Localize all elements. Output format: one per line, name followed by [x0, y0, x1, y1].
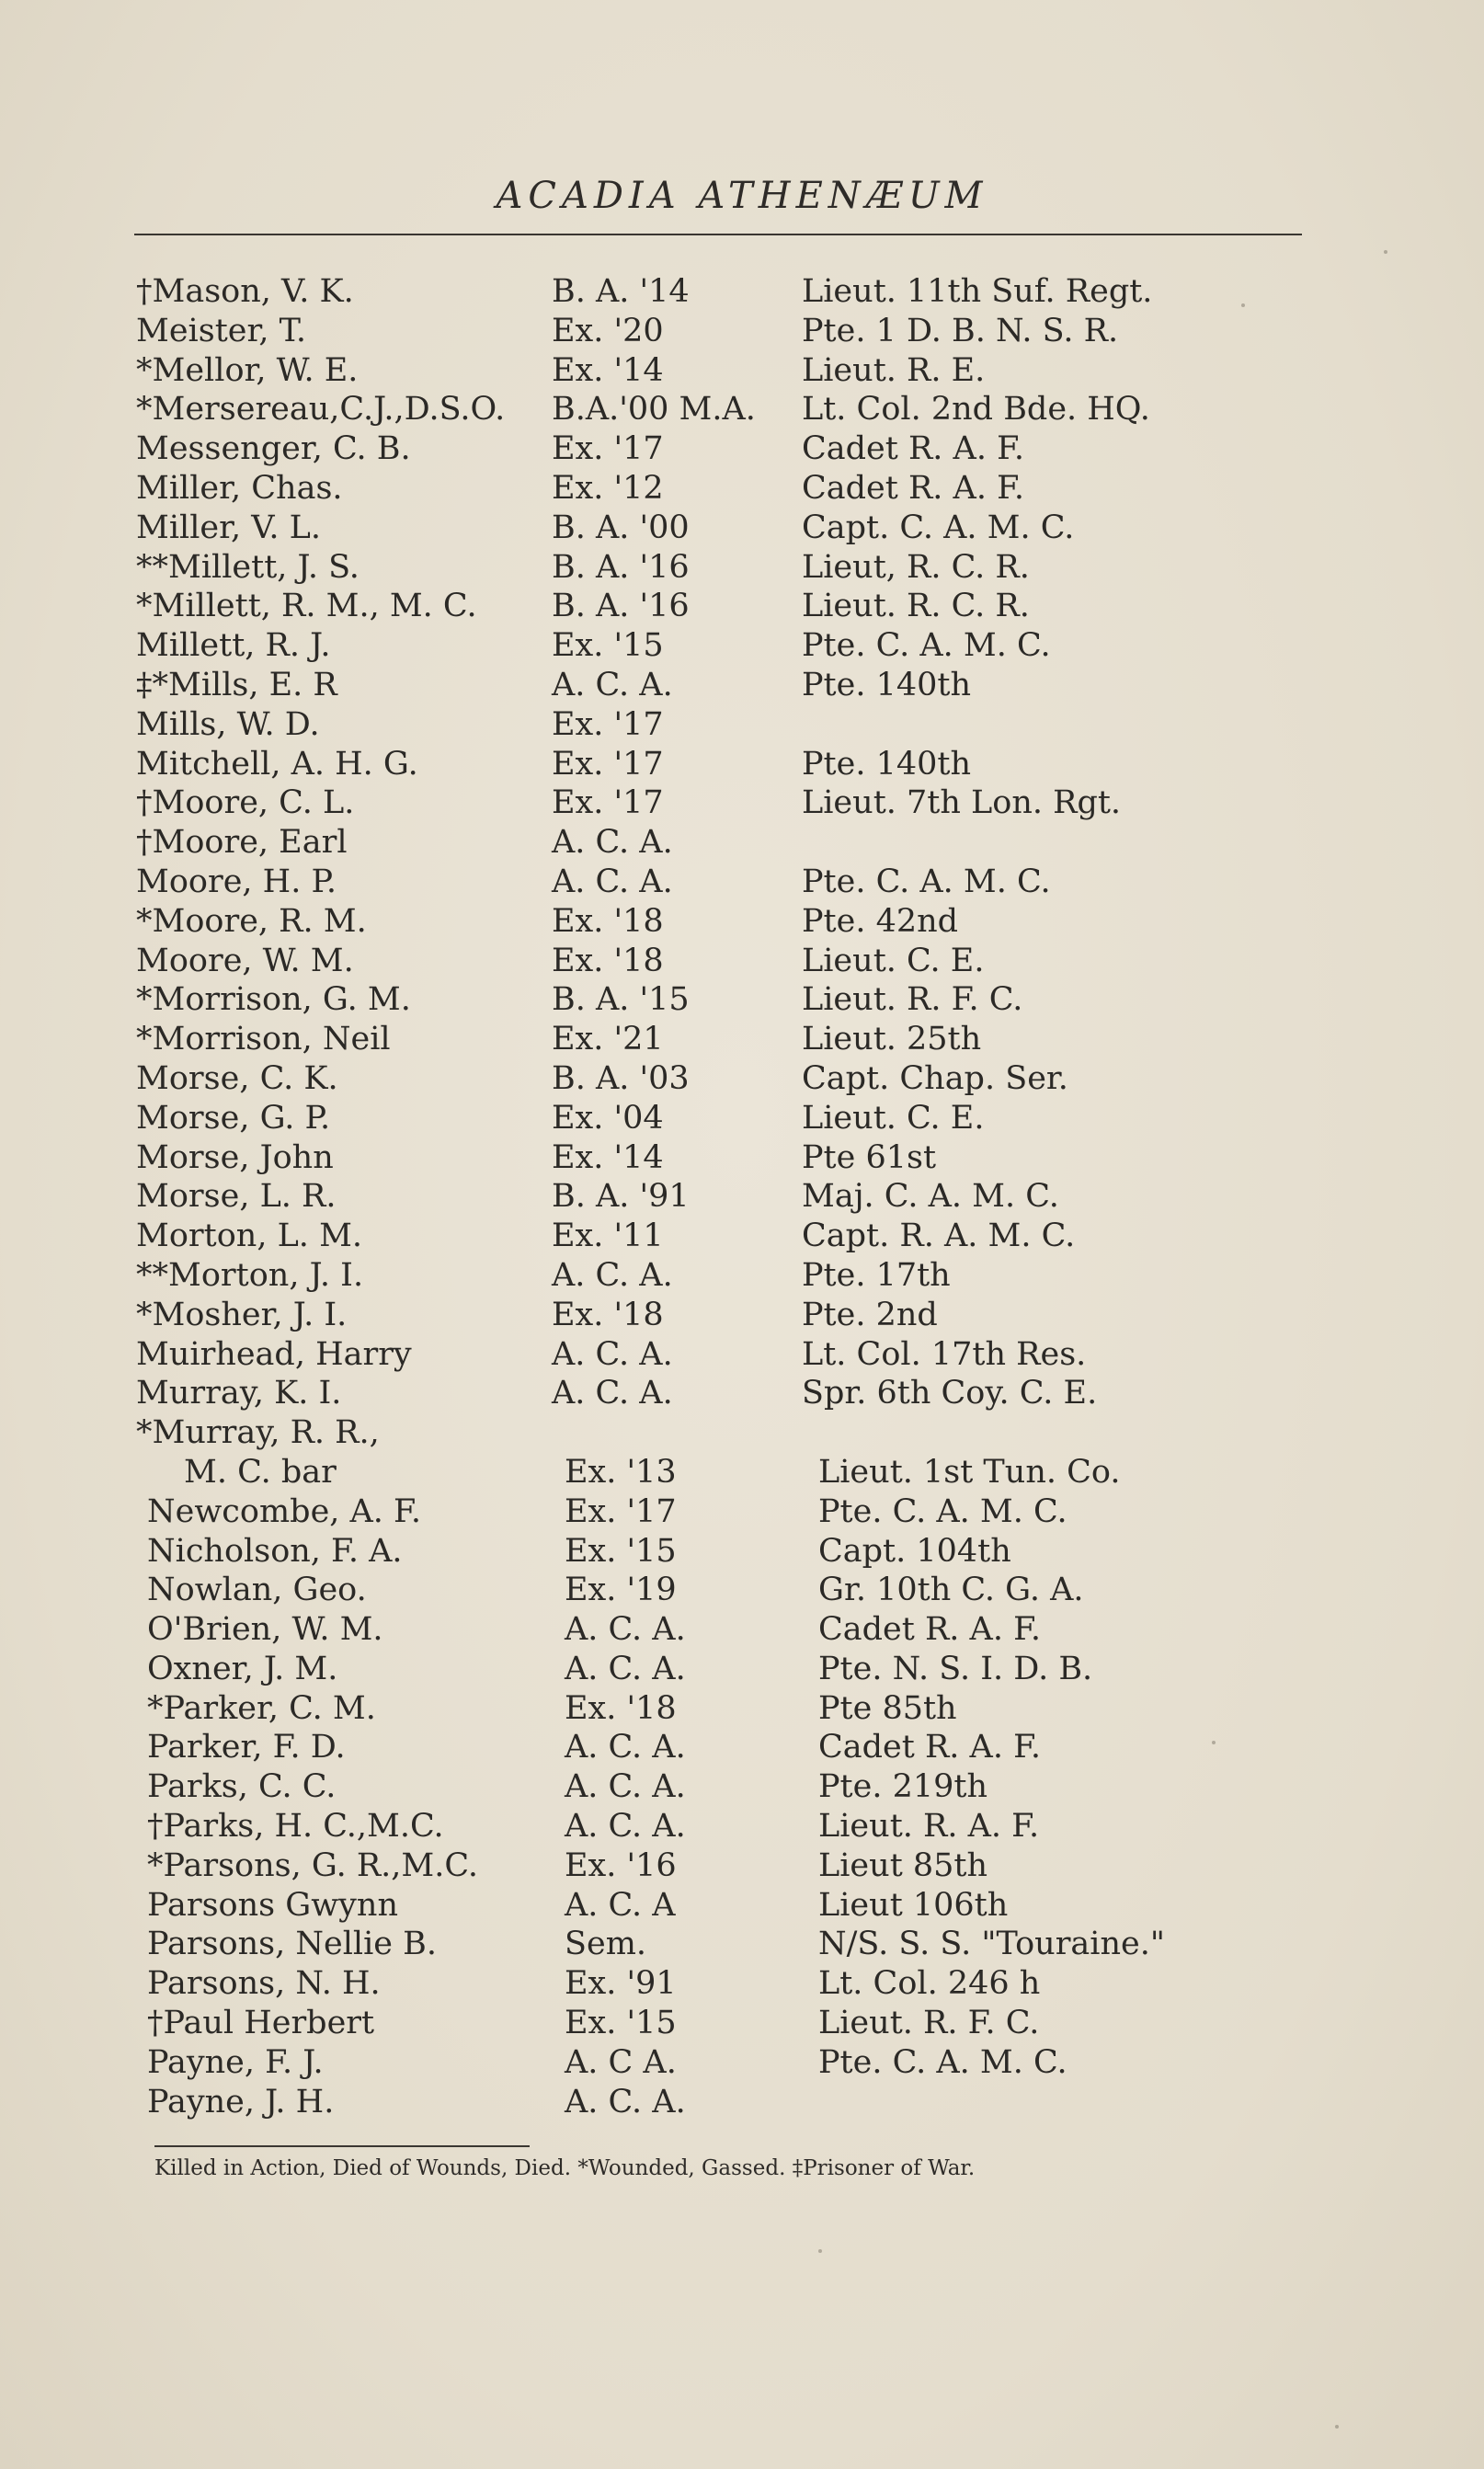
entry-name: Parks, C. C.: [147, 1768, 337, 1806]
entry-service: Capt. Chap. Ser.: [802, 1059, 1068, 1097]
entry-service: Lieut. R. F. C.: [818, 2005, 1040, 2042]
roster-row: [0, 705, 1484, 745]
entry-degree: Ex. '21: [552, 1021, 664, 1058]
entry-name: **Millett, J. S.: [136, 548, 360, 586]
roster-row: [0, 1296, 1484, 1335]
entry-degree: A. C. A.: [565, 1808, 686, 1846]
entry-service: Capt. R. A. M. C.: [802, 1217, 1076, 1255]
entry-name: *Parsons, G. R.,M.C.: [147, 1846, 479, 1884]
roster-row: [0, 666, 1484, 705]
roster-row: [0, 1256, 1484, 1296]
entry-name: †Parks, H. C.,M.C.: [147, 1808, 444, 1846]
entry-degree: Ex. '16: [565, 1846, 677, 1884]
entry-name: ‡*Mills, E. R: [136, 666, 337, 703]
entry-degree: Ex. '18: [552, 902, 664, 940]
entry-name: Millett, R. J.: [136, 627, 331, 665]
entry-degree: A. C. A.: [565, 1611, 686, 1649]
roster-row: [0, 626, 1484, 666]
roster-row: [0, 1099, 1484, 1138]
entry-service: Pte. 140th: [802, 666, 971, 703]
entry-degree: Ex. '12: [552, 469, 664, 507]
entry-degree: A. C. A.: [565, 1650, 686, 1687]
entry-degree: Ex. '17: [552, 705, 664, 743]
entry-degree: Sem.: [565, 1926, 647, 1963]
roster-row: [0, 1571, 1484, 1610]
entry-degree: A. C. A.: [565, 1729, 686, 1766]
roster-row: [0, 1886, 1484, 1926]
entry-degree: Ex. '20: [552, 312, 664, 349]
roster-row: [0, 1846, 1484, 1886]
roster-row: [0, 469, 1484, 509]
entry-degree: B. A. '14: [552, 273, 690, 310]
entry-service: Spr. 6th Coy. C. E.: [802, 1375, 1098, 1412]
entry-name: Parsons Gwynn: [147, 1886, 399, 1924]
entry-service: Pte. 1 D. B. N. S. R.: [802, 312, 1119, 349]
roster-row: [0, 1925, 1484, 1964]
entry-name: *Mersereau,C.J.,D.S.O.: [136, 391, 506, 429]
roster-row: [0, 863, 1484, 902]
roster-row: [0, 942, 1484, 981]
entry-degree: Ex. '15: [565, 2005, 677, 2042]
entry-degree: Ex. '17: [552, 745, 664, 783]
entry-service: Capt. 104th: [818, 1532, 1011, 1570]
entry-service: Lieut. C. E.: [802, 942, 985, 979]
entry-name: *Mellor, W. E.: [136, 351, 359, 389]
entry-service: Lieut. 1st Tun. Co.: [818, 1453, 1121, 1491]
entry-degree: Ex. '18: [565, 1689, 677, 1727]
footer-rule: [154, 2145, 530, 2147]
entry-name: Morse, C. K.: [136, 1059, 338, 1097]
entry-degree: Ex. '13: [565, 1453, 677, 1491]
roster-list: [0, 272, 1484, 2121]
entry-name: Parker, F. D.: [147, 1729, 346, 1766]
entry-degree: A. C. A: [565, 1886, 676, 1924]
entry-degree: Ex. '18: [552, 1296, 664, 1333]
roster-row: [0, 823, 1484, 863]
roster-row: [0, 902, 1484, 942]
entry-degree: Ex. '17: [552, 784, 664, 822]
roster-row: [0, 548, 1484, 588]
roster-row: [0, 587, 1484, 626]
roster-row: [0, 1767, 1484, 1807]
entry-name: Morton, L. M.: [136, 1217, 363, 1255]
entry-degree: A. C. A.: [565, 2083, 686, 2120]
entry-service: Lieut, R. C. R.: [802, 548, 1030, 586]
entry-name: Morse, G. P.: [136, 1099, 331, 1137]
entry-degree: B. A. '00: [552, 509, 690, 546]
entry-degree: B. A. '15: [552, 981, 690, 1019]
entry-name: Mills, W. D.: [136, 705, 320, 743]
paper-speck: [1241, 303, 1245, 307]
entry-degree: A. C A.: [565, 2043, 677, 2081]
entry-name: *Morrison, G. M.: [136, 981, 411, 1019]
entry-service: Pte 61st: [802, 1138, 937, 1176]
entry-service: Gr. 10th C. G. A.: [818, 1572, 1084, 1609]
paper-speck: [818, 2249, 822, 2253]
entry-name: Meister, T.: [136, 312, 306, 349]
roster-row: [0, 1807, 1484, 1846]
roster-row: [0, 351, 1484, 391]
entry-degree: B.A.'00 M.A.: [552, 391, 756, 429]
roster-row: [0, 745, 1484, 784]
entry-degree: B. A. '16: [552, 548, 690, 586]
entry-degree: A. C. A.: [565, 1768, 686, 1806]
entry-service: Lieut. R. F. C.: [802, 981, 1023, 1019]
entry-degree: Ex. '17: [552, 430, 664, 468]
entry-service: Pte. C. A. M. C.: [818, 2043, 1067, 2081]
roster-row: [0, 272, 1484, 312]
roster-row: [0, 509, 1484, 548]
entry-service: Lieut 106th: [818, 1886, 1009, 1924]
entry-service: Cadet R. A. F.: [802, 469, 1025, 507]
entry-name: *Parker, C. M.: [147, 1689, 376, 1727]
roster-row: [0, 2043, 1484, 2083]
entry-degree: B. A. '91: [552, 1178, 690, 1216]
entry-name: †Moore, C. L.: [136, 784, 355, 822]
entry-service: Pte. 219th: [818, 1768, 987, 1806]
entry-degree: B. A. '03: [552, 1059, 690, 1097]
entry-service: Pte. 140th: [802, 745, 971, 783]
entry-name: Parsons, N. H.: [147, 1965, 381, 2003]
entry-service: Cadet R. A. F.: [802, 430, 1025, 468]
roster-row: [0, 1964, 1484, 2004]
entry-name: Payne, J. H.: [147, 2083, 335, 2120]
entry-degree: Ex. '18: [552, 942, 664, 979]
entry-service: Lt. Col. 246 h: [818, 1965, 1041, 2003]
roster-row: [0, 1532, 1484, 1572]
entry-service: Lieut. R. A. F.: [818, 1808, 1040, 1846]
entry-service: Pte. 42nd: [802, 902, 959, 940]
roster-row: [0, 1453, 1484, 1492]
entry-name: Messenger, C. B.: [136, 430, 411, 468]
entry-name: Miller, V. L.: [136, 509, 322, 546]
paper-speck: [1384, 250, 1387, 254]
entry-name: Muirhead, Harry: [136, 1335, 412, 1373]
entry-service: Lieut. C. E.: [802, 1099, 985, 1137]
roster-row: [0, 390, 1484, 429]
entry-degree: B. A. '16: [552, 588, 690, 625]
entry-name: Murray, K. I.: [136, 1375, 342, 1412]
roster-row: [0, 783, 1484, 823]
entry-degree: Ex. '19: [565, 1572, 677, 1609]
entry-name: M. C. bar: [184, 1453, 337, 1491]
roster-row: [0, 1413, 1484, 1453]
entry-service: Lieut 85th: [818, 1846, 988, 1884]
roster-row: [0, 1138, 1484, 1178]
roster-row: [0, 1020, 1484, 1059]
roster-row: [0, 2083, 1484, 2122]
entry-service: Maj. C. A. M. C.: [802, 1178, 1059, 1216]
entry-name: Moore, H. P.: [136, 863, 337, 900]
entry-name: Mitchell, A. H. G.: [136, 745, 418, 783]
entry-name: Oxner, J. M.: [147, 1650, 338, 1687]
entry-service: Capt. C. A. M. C.: [802, 509, 1075, 546]
entry-service: Cadet R. A. F.: [818, 1611, 1042, 1649]
footer-legend: Killed in Action, Died of Wounds, Died. *Wounded, Gassed. ‡Prisoner of War.: [154, 2156, 976, 2180]
entry-service: Pte. C. A. M. C.: [818, 1492, 1067, 1530]
entry-degree: Ex. '14: [552, 351, 664, 389]
entry-name: Morse, L. R.: [136, 1178, 337, 1216]
roster-row: [0, 1374, 1484, 1413]
entry-name: †Moore, Earl: [136, 824, 348, 862]
entry-degree: Ex. '15: [565, 1532, 677, 1570]
entry-service: Lieut. 7th Lon. Rgt.: [802, 784, 1122, 822]
entry-degree: Ex. '17: [565, 1492, 677, 1530]
entry-name: Nicholson, F. A.: [147, 1532, 403, 1570]
entry-degree: Ex. '15: [552, 627, 664, 665]
header-rule: [134, 234, 1302, 235]
entry-service: Lieut. R. C. R.: [802, 588, 1030, 625]
entry-service: Lt. Col. 17th Res.: [802, 1335, 1087, 1373]
entry-service: Lieut. R. E.: [802, 351, 986, 389]
roster-row: [0, 980, 1484, 1020]
entry-name: O'Brien, W. M.: [147, 1611, 383, 1649]
entry-name: Nowlan, Geo.: [147, 1572, 367, 1609]
entry-service: Pte. C. A. M. C.: [802, 627, 1051, 665]
entry-service: Pte. 2nd: [802, 1296, 938, 1333]
entry-degree: Ex. '91: [565, 1965, 677, 2003]
entry-name: *Moore, R. M.: [136, 902, 367, 940]
roster-row: [0, 1492, 1484, 1532]
roster-row: [0, 1650, 1484, 1689]
entry-name: Morse, John: [136, 1138, 334, 1176]
entry-name: Moore, W. M.: [136, 942, 354, 979]
entry-name: *Murray, R. R.,: [136, 1414, 380, 1452]
entry-degree: Ex. '14: [552, 1138, 664, 1176]
roster-row: [0, 1610, 1484, 1650]
entry-degree: A. C. A.: [552, 666, 673, 703]
roster-row: [0, 1177, 1484, 1217]
entry-name: Newcombe, A. F.: [147, 1492, 422, 1530]
entry-service: Pte. N. S. I. D. B.: [818, 1650, 1093, 1687]
roster-row: [0, 429, 1484, 469]
entry-degree: A. C. A.: [552, 824, 673, 862]
entry-name: †Mason, V. K.: [136, 273, 354, 310]
roster-row: [0, 1335, 1484, 1375]
entry-degree: Ex. '04: [552, 1099, 664, 1137]
entry-service: Cadet R. A. F.: [818, 1729, 1042, 1766]
entry-name: Parsons, Nellie B.: [147, 1926, 437, 1963]
entry-service: Lt. Col. 2nd Bde. HQ.: [802, 391, 1150, 429]
page-header: ACADIA ATHENÆUM: [496, 175, 988, 217]
entry-name: **Morton, J. I.: [136, 1256, 364, 1294]
entry-service: Pte 85th: [818, 1689, 957, 1727]
entry-service: N/S. S. S. "Touraine.": [818, 1926, 1165, 1963]
entry-degree: A. C. A.: [552, 1375, 673, 1412]
entry-name: †Paul Herbert: [147, 2005, 375, 2042]
entry-name: Payne, F. J.: [147, 2043, 324, 2081]
roster-row: [0, 1728, 1484, 1767]
roster-row: [0, 1689, 1484, 1729]
entry-degree: A. C. A.: [552, 863, 673, 900]
entry-service: Pte. C. A. M. C.: [802, 863, 1051, 900]
entry-name: *Millett, R. M., M. C.: [136, 588, 477, 625]
entry-name: *Mosher, J. I.: [136, 1296, 348, 1333]
roster-row: [0, 2004, 1484, 2043]
roster-row: [0, 1217, 1484, 1256]
entry-degree: Ex. '11: [552, 1217, 664, 1255]
entry-degree: A. C. A.: [552, 1256, 673, 1294]
entry-service: Pte. 17th: [802, 1256, 951, 1294]
entry-name: Miller, Chas.: [136, 469, 343, 507]
paper-speck: [1335, 2425, 1339, 2429]
entry-service: Lieut. 11th Suf. Regt.: [802, 273, 1153, 310]
roster-row: [0, 1059, 1484, 1099]
paper-speck: [1212, 1741, 1216, 1744]
entry-service: Lieut. 25th: [802, 1021, 982, 1058]
entry-degree: A. C. A.: [552, 1335, 673, 1373]
entry-name: *Morrison, Neil: [136, 1021, 391, 1058]
roster-row: [0, 312, 1484, 351]
